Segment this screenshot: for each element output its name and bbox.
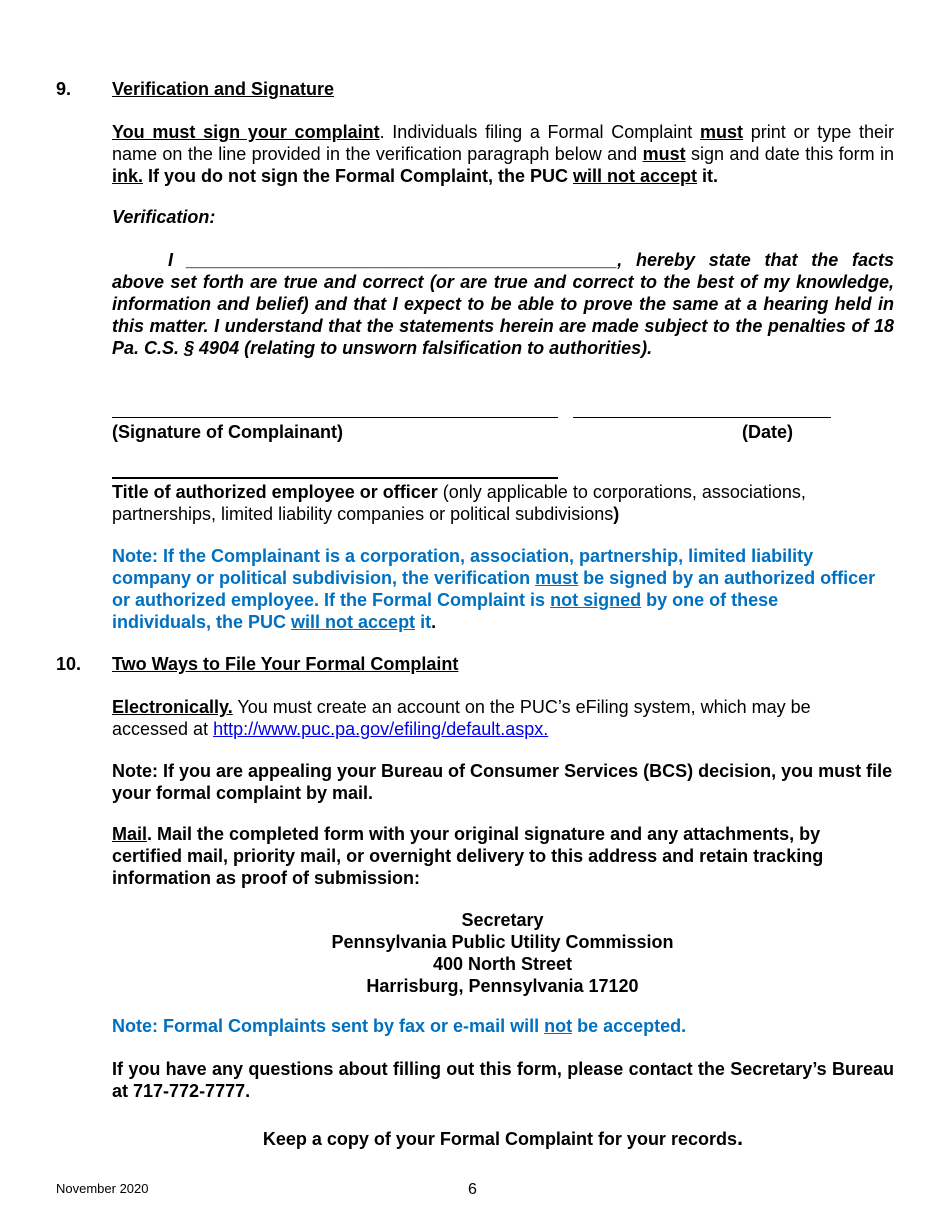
title-line[interactable] — [112, 477, 558, 479]
efiling-link[interactable]: http://www.puc.pa.gov/efiling/default.aspx. — [213, 719, 549, 739]
date-line[interactable] — [573, 417, 831, 418]
questions-contact: If you have any questions about filling out this form, please contact the Secretary’s Bureau at 717-772-7777. — [112, 1059, 894, 1101]
authorized-signer-note: Note: If the Complainant is a corporation, association, partnership, limited liability company or political subdivision, the verification must be signed by an authorized officer or authorized employee. If the Formal Complaint is not signed by one of these individuals, the PUC will not accept it. — [112, 546, 876, 632]
complainant-name-line[interactable]: ___________________________________________ — [186, 250, 618, 270]
fax-email-note: Note: Formal Complaints sent by fax or e-mail will not be accepted. — [112, 1016, 687, 1036]
section-10-number: 10. — [56, 654, 82, 674]
section-10-title: Two Ways to File Your Formal Complaint — [112, 654, 459, 674]
electronic-filing: Electronically. You must create an account on the PUC’s eFiling system, which may be accessed at http://www.puc.pa.gov/efiling/default.aspx. — [112, 697, 811, 739]
page-number: 6 — [468, 1181, 477, 1198]
sign-instructions: You must sign your complaint. Individuals filing a Formal Complaint must print or type their name on the line provided in the verification paragraph below and must sign and date this form in ink. If you do not sign the Formal Complaint, the PUC will not accept it. — [112, 122, 895, 186]
signature-line[interactable] — [112, 417, 558, 418]
address-line: 400 North Street — [432, 954, 573, 974]
date-label: (Date) — [742, 422, 794, 442]
footer-date: November 2020 — [56, 1181, 149, 1196]
bcs-appeal-note: Note: If you are appealing your Bureau of Consumer Services (BCS) decision, you must file your formal complaint by mail. — [112, 761, 893, 803]
address-line: Pennsylvania Public Utility Commission — [331, 932, 674, 952]
verification-label: Verification: — [112, 207, 216, 227]
section-9-number: 9. — [56, 79, 72, 99]
keep-copy-reminder: Keep a copy of your Formal Complaint for your records. — [262, 1125, 744, 1150]
mailing-address — [220, 909, 785, 997]
section-9-title: Verification and Signature — [112, 79, 335, 99]
address-line: Harrisburg, Pennsylvania 17120 — [366, 976, 639, 996]
signature-label: (Signature of Complainant) — [112, 422, 343, 442]
title-label: Title of authorized employee or officer (only applicable to corporations, associations, partnerships, limited liability companies or political subdivisions) — [112, 482, 806, 524]
verification-statement: I ___________________________________________, hereby state that the facts above set forth are true and correct (or are true and correct to the best of my knowledge, information and belief) and that I expect to be able to prove the same at a hearing held in this matter. I understand that the statements herein are made subject to the penalties of 18 Pa. C.S. § 4904 (relating to unsworn falsification to authorities). — [112, 250, 894, 358]
mail-filing: Mail. Mail the completed form with your original signature and any attachments, by certified mail, priority mail, or overnight delivery to this address and retain tracking information as proof of submission: — [112, 824, 824, 888]
address-line: Secretary — [461, 910, 544, 930]
